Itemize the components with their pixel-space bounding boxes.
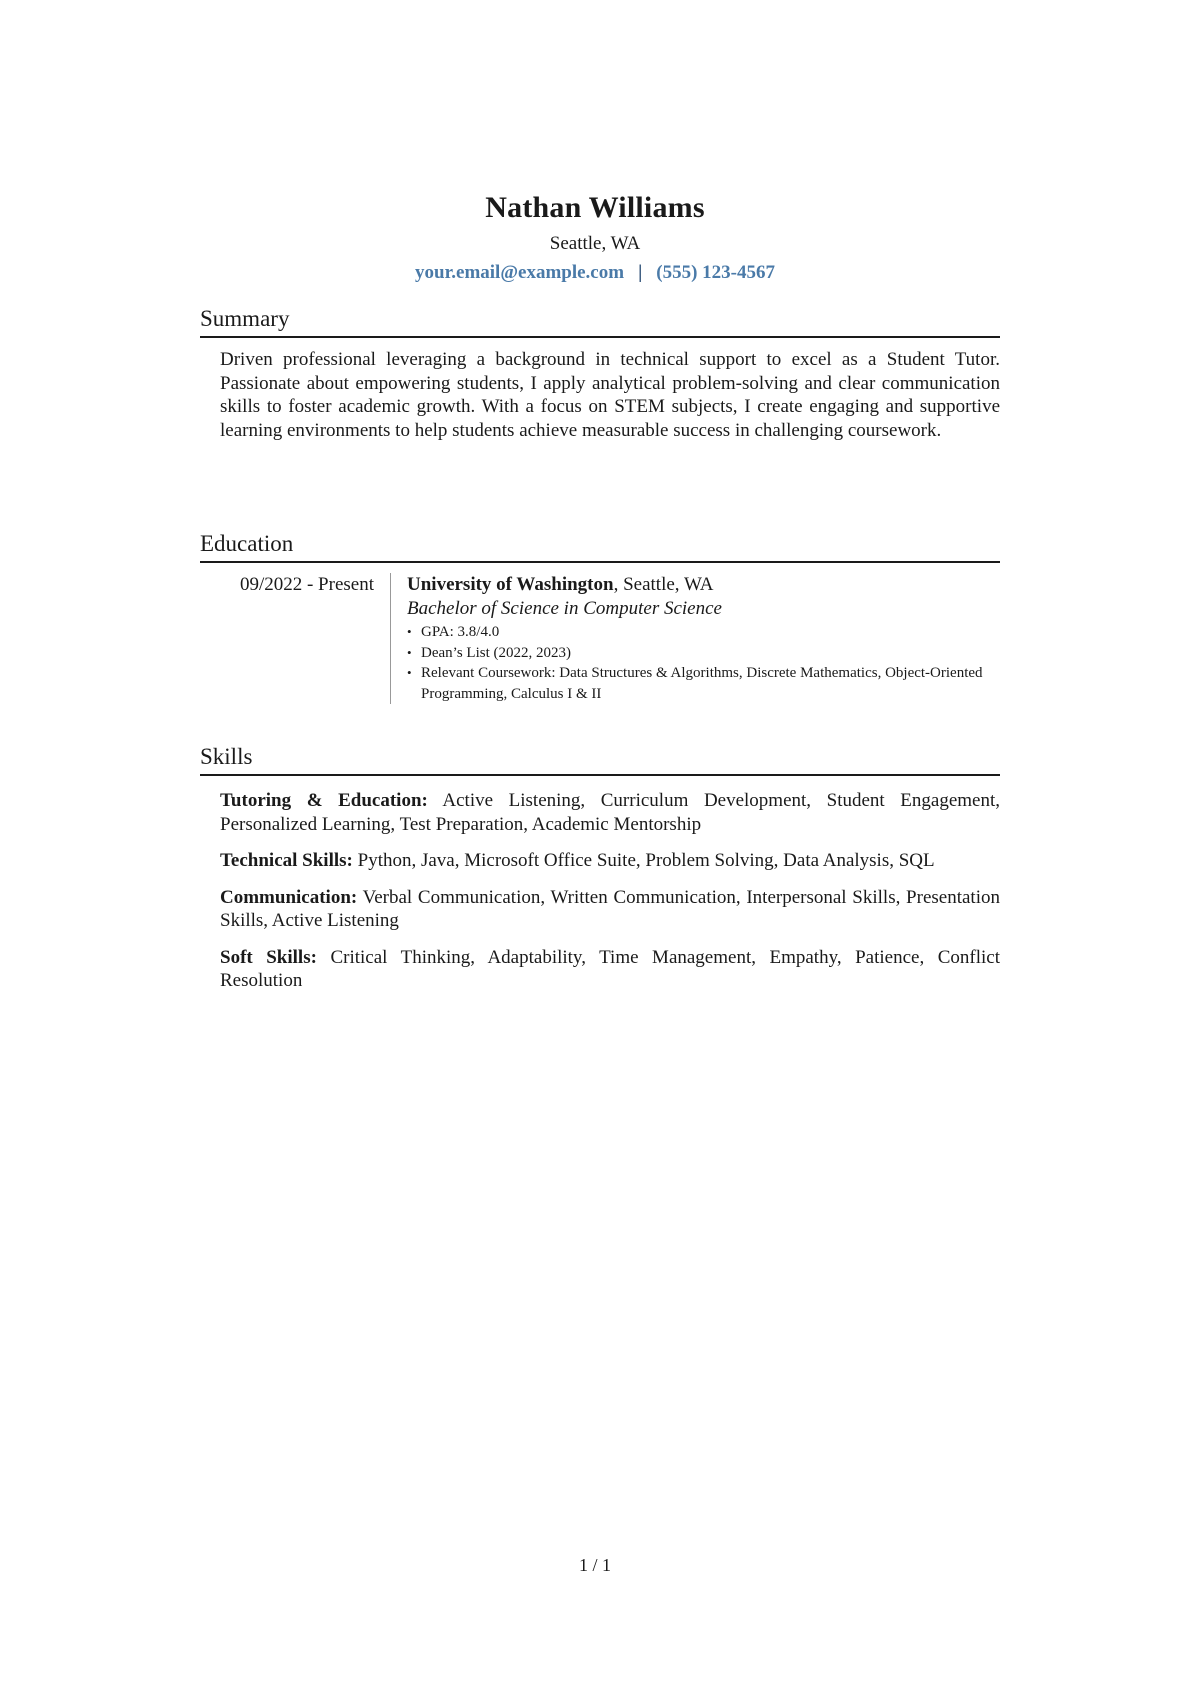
candidate-location: Seattle, WA: [549, 233, 641, 254]
section-title-education: Education: [200, 530, 1000, 563]
education-school-line: [407, 573, 1000, 597]
skill-label: Tutoring & Education:: [220, 790, 428, 811]
school-name: University of Washington: [407, 574, 614, 595]
skill-item: [220, 849, 1000, 873]
skill-value: Python, Java, Microsoft Office Suite, Problem Solving, Data Analysis, SQL: [357, 850, 935, 871]
skill-value: Active Listening, Curriculum Development, Student Engagement, Personalized Learning, Test Preparation, Academic Mentorship: [220, 790, 1001, 835]
bullet-icon: •: [407, 624, 412, 639]
skill-label: Soft Skills:: [220, 946, 317, 968]
education-bullet: [407, 643, 1000, 664]
education-bullet: [407, 622, 1000, 643]
education-bullet: [407, 663, 1000, 704]
education-date: 09/2022 - Present: [239, 574, 374, 595]
skill-item: [220, 946, 1000, 993]
skills-section: [200, 743, 1000, 993]
skill-value: Verbal Communication, Written Communication, Interpersonal Skills, Presentation Skills, Active Listening: [220, 886, 1000, 931]
bullet-text: Relevant Coursework: Data Structures & Algorithms, Discrete Mathematics, Object-Oriented Programming, Calculus I & II: [421, 665, 983, 702]
resume-header: [0, 190, 1190, 285]
skill-item: [220, 886, 1000, 933]
contact-line: [0, 261, 1190, 285]
bullet-icon: •: [407, 644, 412, 660]
summary-section: [200, 305, 1000, 442]
section-title-skills: Skills: [200, 743, 1000, 776]
summary-text: Driven professional leveraging a background in technical support to excel as a Student Tutor. Passionate about empowering students, I apply analytical problem-solving and clear communication skills to foster academic growth. With a focus on STEM subjects, I create engaging and supportive learning environments to help students achieve measurable success in challenging coursework.: [220, 349, 1000, 441]
education-entry: [200, 573, 1000, 704]
skill-label: Technical Skills:: [220, 850, 353, 871]
skill-item: [220, 789, 1000, 836]
page-number: 1 / 1: [578, 1555, 611, 1575]
skill-value: Critical Thinking, Adaptability, Time Management, Empathy, Patience, Conflict Resolution: [220, 946, 1000, 991]
education-bullets: [407, 622, 1000, 704]
bullet-text: Dean’s List (2022, 2023): [421, 644, 571, 661]
skill-label: Communication:: [220, 886, 358, 908]
contact-separator: |: [638, 262, 643, 283]
school-location: , Seattle, WA: [613, 574, 714, 595]
section-title-summary: Summary: [200, 305, 1000, 338]
bullet-icon: •: [407, 665, 412, 680]
degree: Bachelor of Science in Computer Science: [407, 597, 722, 619]
education-details: [390, 573, 1000, 704]
email-link[interactable]: your.email@example.com: [415, 262, 625, 283]
phone-link[interactable]: (555) 123-4567: [656, 262, 775, 283]
education-section: [200, 530, 1000, 704]
candidate-name: Nathan Williams: [485, 191, 705, 224]
bullet-text: GPA: 3.8/4.0: [421, 624, 500, 640]
